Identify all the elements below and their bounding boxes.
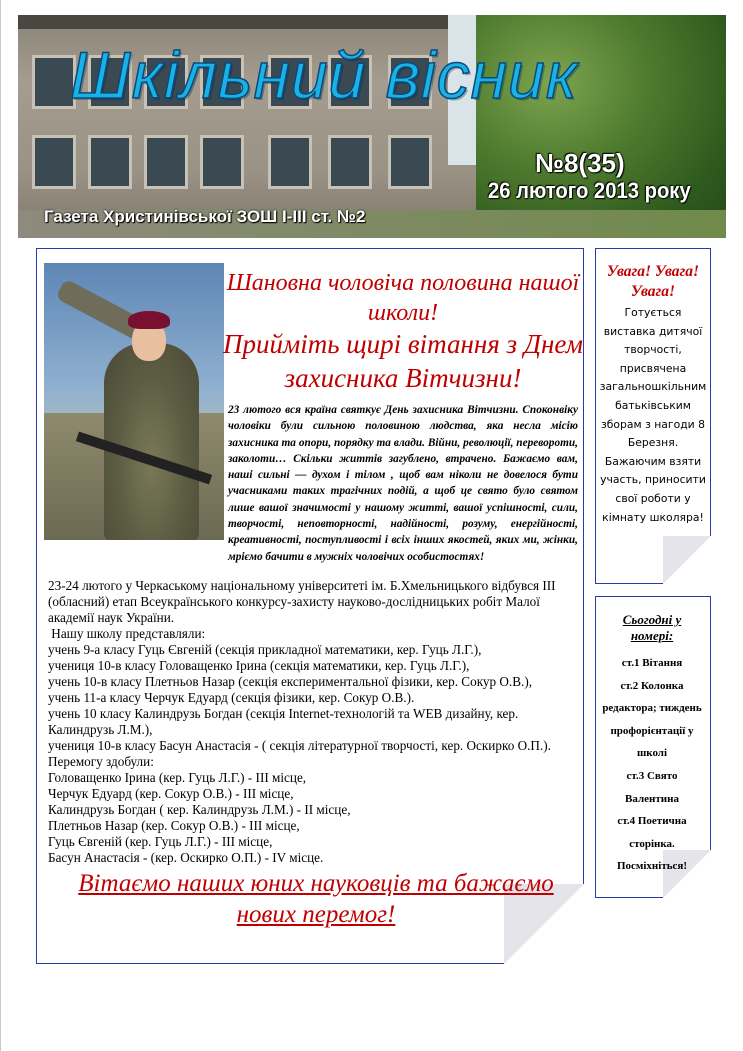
window	[328, 135, 372, 189]
roof	[18, 15, 498, 29]
issue-number: №8(35)	[535, 148, 625, 178]
soldier-photo	[44, 263, 224, 540]
greeting-title-line2: Прийміть щирі вітання з Днем захисника Вітчизни!	[223, 329, 583, 393]
soldier-figure	[104, 343, 199, 540]
issue-date: 26 лютого 2013 року	[488, 178, 691, 203]
newspaper-title: Шкільний вісник	[70, 38, 578, 112]
window	[388, 135, 432, 189]
contents-item: ст.1 Вітання	[621, 657, 683, 669]
window	[88, 135, 132, 189]
contest-line: Басун Анастасія - (кер. Оскирко О.П.) - ІV місце.	[48, 850, 324, 865]
page-curl	[663, 536, 711, 584]
window	[268, 135, 312, 189]
contest-line: учень 10-в класу Плетньов Назар (секція експериментальної фізики, кер. Сокур О.В.),	[48, 674, 533, 689]
contest-line: Плетньов Назар (кер. Сокур О.В.) - ІІІ місце,	[48, 818, 300, 833]
contest-article	[48, 578, 578, 866]
beret	[128, 311, 170, 329]
contents-item: ст.2 Колонка редактора; тиждень профорієнтації у школі	[602, 679, 702, 760]
contents-list	[600, 652, 704, 878]
contest-line: учениця 10-в класу Головащенко Ірина (секція математики, кер. Гуць Л.Г.),	[48, 658, 470, 673]
contest-line: учень 11-а класу Черчук Едуард (секція фізики, кер. Сокур О.В.).	[48, 690, 415, 705]
window	[32, 135, 76, 189]
closing-congratulation: Вітаємо наших юних науковців та бажаємо нових перемог!	[78, 870, 554, 928]
window	[144, 135, 188, 189]
notice-text: Готується виставка дитячої творчості, присвячена загальношкільним батьківським зборам з нагоди 8 Березня. Бажаючим взяти участь, приносити свої роботи у кімнату школяра!	[599, 306, 707, 524]
window	[200, 135, 244, 189]
greeting-body: 23 лютого вся країна святкує День захисника Вітчизни. Споконвіку чоловіки були сильною половиною людства, яка несла місію захисника та опори, порядку та влади. Війни, революції, перевороти, заколоти… Скільки життів загублено, втрачено. Бажаємо вам, наші сильні — духом і тілом , щоб вам ніколи не довелося бути учасниками таких трагічних подій, а щоб це свято було святом лише вашої значимості у нашому житті, вашої успішності, сили, творчості, неповторності, надійності, розуму, енергійності, креативності, поступливості і всіх інших якостей, яких ми, жінки, мріємо бачити в мужніх чоловічих особистостях!	[228, 404, 578, 563]
contents-item: ст.4 Поетична сторінка. Посміхніться!	[616, 815, 688, 873]
contest-line: Нашу школу представляли:	[48, 626, 206, 641]
contest-line: учениця 10-в класу Басун Анастасія - ( секція літературної творчості, кер. Оскирко О.П.).	[48, 738, 551, 753]
contest-line: Головащенко Ірина (кер. Гуць Л.Г.) - ІІІ місце,	[48, 770, 307, 785]
newspaper-subtitle: Газета Христинівської ЗОШ І-ІІІ ст. №2	[44, 207, 366, 226]
contents-item: ст.3 Свято Валентина	[625, 769, 679, 805]
contents-title: Сьогодні у номері:	[622, 612, 682, 643]
contest-line: Калиндрузь Богдан ( кер. Калиндрузь Л.М.) - ІІ місце,	[48, 802, 351, 817]
greeting-title	[218, 268, 588, 396]
contest-line: учень 9-а класу Гуць Євгеній (секція прикладної математики, кер. Гуць Л.Г.),	[48, 642, 482, 657]
contest-line: Черчук Едуард (кер. Сокур О.В.) - ІІІ місце,	[48, 786, 294, 801]
contest-line: 23-24 лютого у Черкаському національному університеті ім. Б.Хмельницького відбувся ІІІ (обласний) етап Всеукраїнського конкурсу-захисту науково-дослідницьких робіт Малої академії наук України.	[48, 578, 556, 625]
contest-line: учень 10 класу Калиндрузь Богдан (секція Internet-технологій та WEB дизайну, кер. Калиндрузь Л.М.),	[48, 706, 519, 737]
contest-line: Гуць Євгеній (кер. Гуць Л.Г.) - ІІІ місце,	[48, 834, 273, 849]
contest-line: Перемогу здобули:	[48, 754, 154, 769]
notice-title: Увага! Увага! Увага!	[606, 263, 700, 300]
page-edge	[0, 0, 1, 1051]
greeting-title-line1: Шановна чоловіча половина нашої школи!	[226, 270, 580, 326]
